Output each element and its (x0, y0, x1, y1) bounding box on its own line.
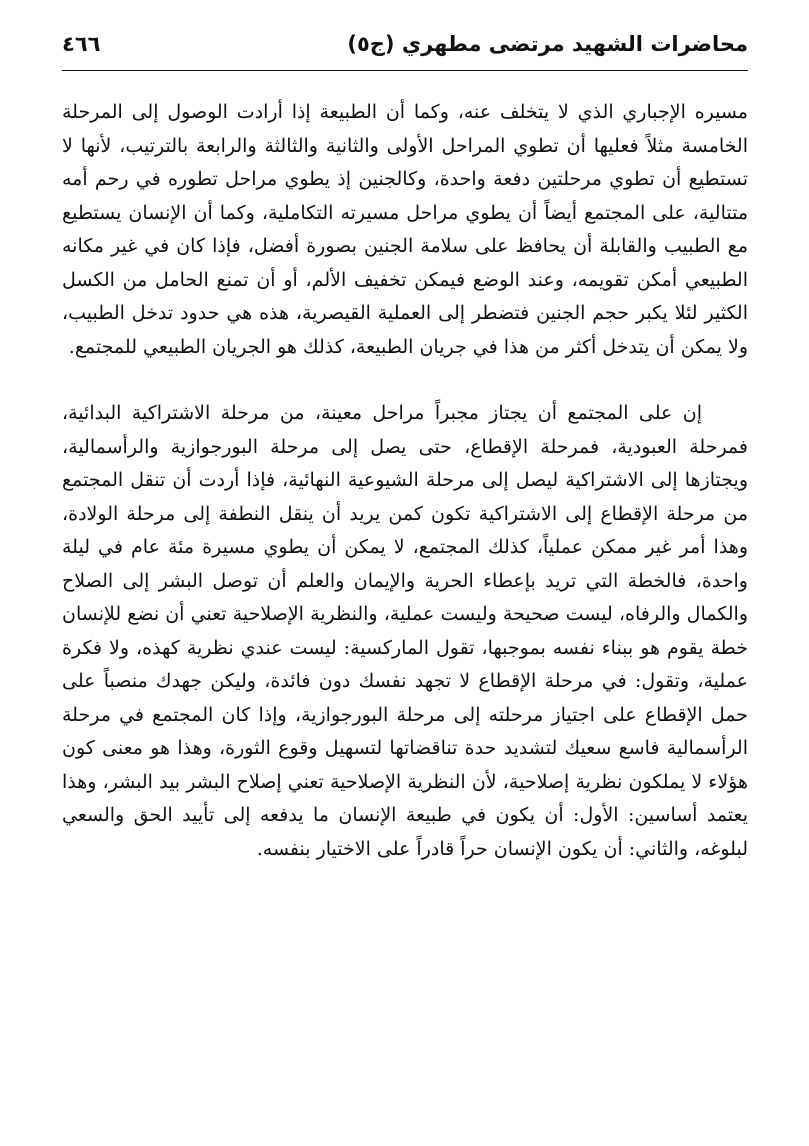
header-divider (62, 70, 748, 71)
page-number: ٤٦٦ (62, 32, 101, 56)
body-text (62, 96, 748, 866)
running-title: محاضرات الشهيد مرتضى مطهري (ج٥) (347, 32, 748, 56)
page-header (62, 28, 748, 68)
paragraph-1: مسيره الإجباري الذي لا يتخلف عنه، وكما أن الطبيعة إذا أرادت الوصول إلى المرحلة الخامسة مثلاً فعليها أن تطوي المراحل الأولى والثانية والثالثة والرابعة بالترتيب، لأنها لا تستطيع أن تطوي مرحلتين دفعة واحدة، وكالجنين إذ يطوي مراحل تطوره في رحم أمه متتالية، على المجتمع أيضاً أن يطوي مراحل مسيرته التكاملية، وكما أن الإنسان يستطيع مع الطبيب والقابلة أن يحافظ على سلامة الجنين بصورة أفضل، فإذا كان في غير مكانه الطبيعي أمكن تقويمه، وعند الوضع فيمكن تخفيف الألم، أو أن تمنع الحامل من الكسل الكثير لئلا يكبر حجم الجنين فتضطر إلى العملية القيصرية، هذه هي حدود تدخل الطبيب، ولا يمكن أن يتدخل أكثر من هذا في جريان الطبيعة، كذلك هو الجريان الطبيعي للمجتمع. (62, 101, 748, 358)
paragraph-2: إن على المجتمع أن يجتاز مجبراً مراحل معينة، من مرحلة الاشتراكية البدائية، فمرحلة العبودية، فمرحلة الإقطاع، حتى يصل إلى مرحلة البورجوازية والرأسمالية، ويجتازها إلى الاشتراكية ليصل إلى مرحلة الشيوعية النهائية، فإذا أردت أن تنقل المجتمع من مرحلة الإقطاع إلى الاشتراكية تكون كمن يريد أن ينقل النطفة إلى مرحلة الولادة، وهذا أمر غير ممكن عملياً، كذلك المجتمع، لا يمكن أن يطوي مسيرة مئة عام في ليلة واحدة، فالخطة التي تريد بإعطاء الحرية والإيمان والعلم أن توصل البشر إلى الصلاح والكمال والرفاه، ليست صحيحة وليست عملية، والنظرية الإصلاحية تعني أن نضع للإنسان خطة يقوم هو ببناء نفسه بموجبها، تقول الماركسية: ليست عندي نظرية كهذه، ولا فكرة عملية، وتقول: في مرحلة الإقطاع لا تجهد نفسك دون فائدة، وليكن جهدك منصباً على حمل الإقطاع على اجتياز مرحلته إلى مرحلة البورجوازية، وإذا كان المجتمع في مرحلة الرأسمالية فاسع سعيك لتشديد حدة تناقضاتها لتسهيل وقوع الثورة، وهذا هو معنى كون هؤلاء لا يملكون نظرية إصلاحية، لأن النظرية الإصلاحية تعني إصلاح البشر بيد البشر، وهذا يعتمد أساسين: الأول: أن يكون في طبيعة الإنسان ما يدفعه إلى تأييد الحق والسعي لبلوغه، والثاني: أن يكون الإنسان حراً قادراً على الاختيار بنفسه. (62, 402, 748, 860)
